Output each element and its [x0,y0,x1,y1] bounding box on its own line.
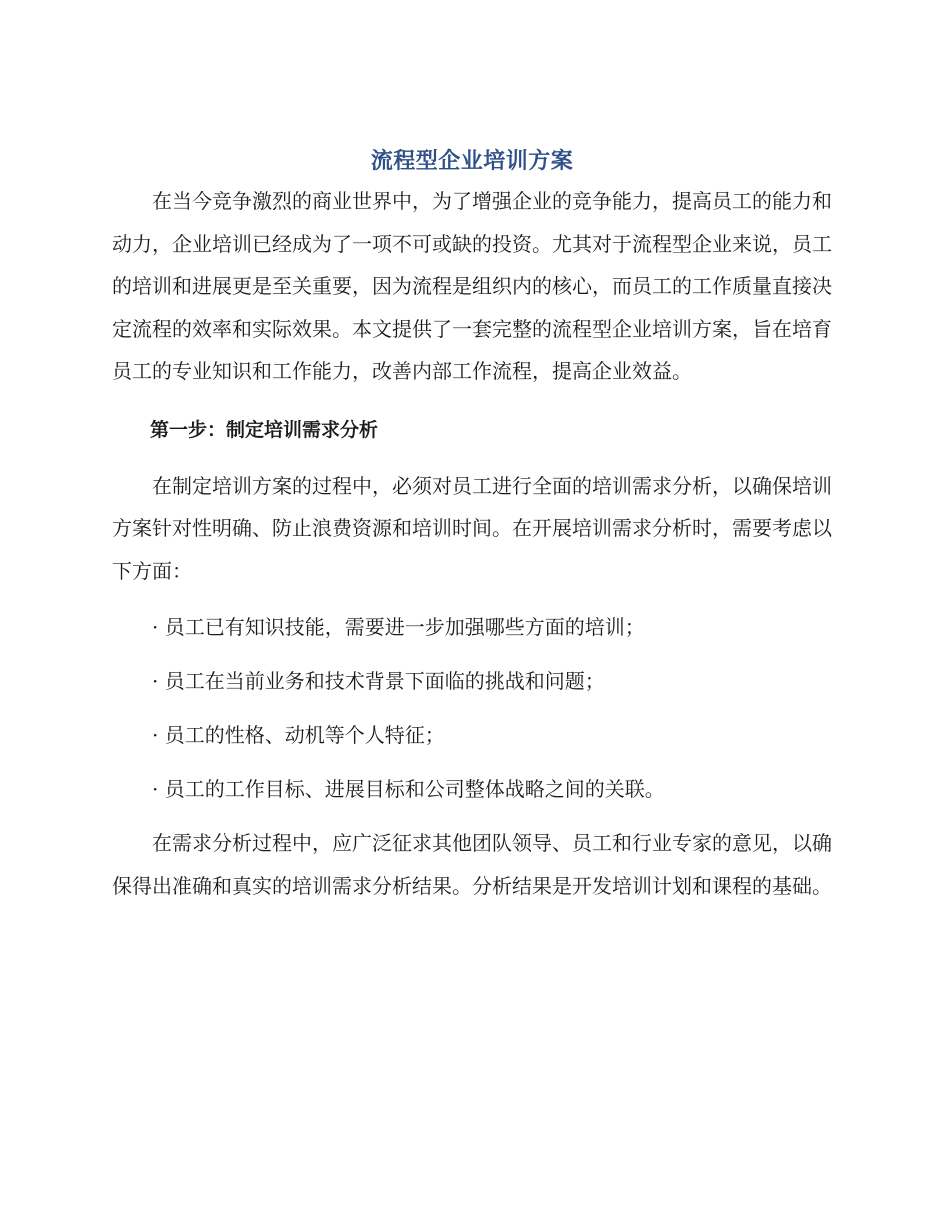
bullet-item: · 员工的性格、动机等个人特征； [152,723,445,747]
intro-paragraph: 在当今竞争激烈的商业世界中，为了增强企业的竞争能力，提高员工的能力和动力，企业培训已经成为了一项不可或缺的投资。尤其对于流程型企业来说，员工的培训和进展更是至关重要，因为流程是组织内的核心，而员工的工作质量直接决定流程的效率和实际效果。本文提供了一套完整的流程型企业培训方案，旨在培育员工的专业知识和工作能力，改善内部工作流程，提高企业效益。 [112,189,832,383]
section-paragraph: 在制定培训方案的过程中，必须对员工进行全面的培训需求分析，以确保培训方案针对性明确、防止浪费资源和培训时间。在开展培训需求分析时，需要考虑以下方面： [112,473,832,583]
document-page [112,140,832,907]
bullet-item: · 员工在当前业务和技术背景下面临的挑战和问题； [152,669,605,693]
bullet-list [112,606,832,810]
section-heading: 第一步：制定培训需求分析 [150,418,379,441]
bullet-item: · 员工已有知识技能，需要进一步加强哪些方面的培训； [152,615,645,639]
document-title: 流程型企业培训方案 [370,149,574,174]
bullet-item: · 员工的工作目标、进展目标和公司整体战略之间的关联。 [152,777,665,801]
closing-paragraph: 在需求分析过程中，应广泛征求其他团队领导、员工和行业专家的意见，以确保得出准确和真实的培训需求分析结果。分析结果是开发培训计划和课程的基础。 [112,831,832,898]
